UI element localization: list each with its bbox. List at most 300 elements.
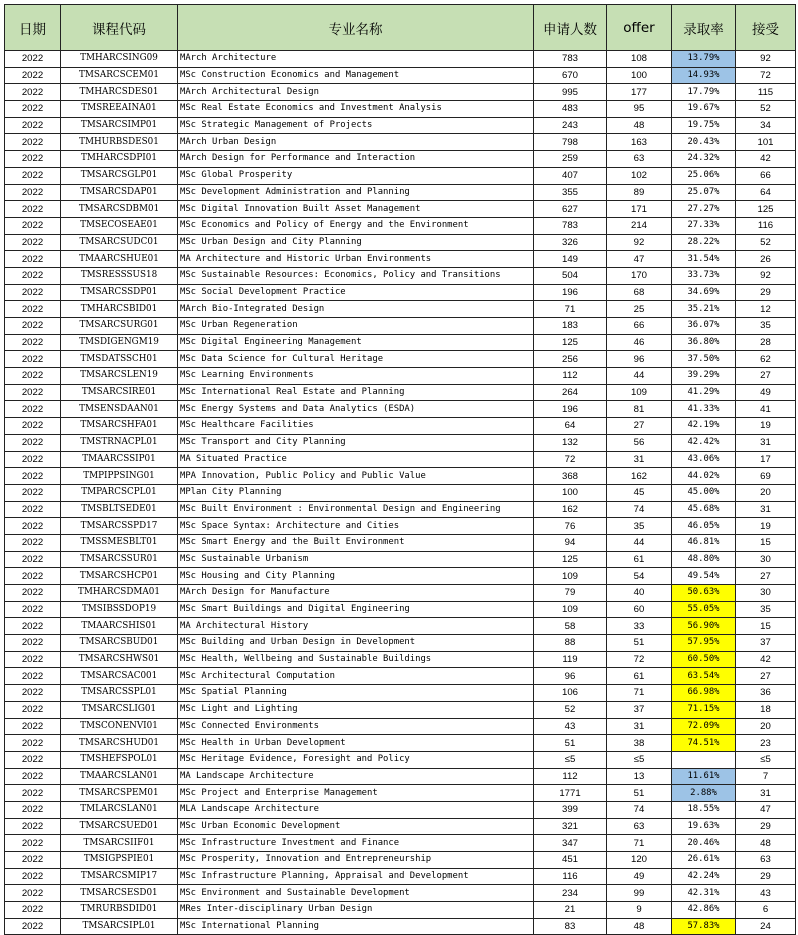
cell-applicants[interactable]: 100: [534, 484, 607, 501]
cell-program-name[interactable]: MPlan City Planning: [178, 484, 534, 501]
cell-course-code[interactable]: TMPARCSCPL01: [61, 484, 178, 501]
cell-date[interactable]: 2022: [5, 418, 61, 435]
cell-offers[interactable]: 68: [607, 284, 672, 301]
cell-course-code[interactable]: TMSARCSSPD17: [61, 518, 178, 535]
cell-applicants[interactable]: 670: [534, 67, 607, 84]
cell-date[interactable]: 2022: [5, 635, 61, 652]
cell-course-code[interactable]: TMSARCSSDP01: [61, 284, 178, 301]
cell-offers[interactable]: 40: [607, 585, 672, 602]
cell-acceptance-rate[interactable]: 34.69%: [672, 284, 736, 301]
cell-program-name[interactable]: MSc Space Syntax: Architecture and Cities: [178, 518, 534, 535]
cell-acceptance-rate[interactable]: 49.54%: [672, 568, 736, 585]
cell-accepted[interactable]: 27: [736, 668, 796, 685]
cell-date[interactable]: 2022: [5, 101, 61, 118]
cell-acceptance-rate[interactable]: 26.61%: [672, 852, 736, 869]
cell-accepted[interactable]: 31: [736, 434, 796, 451]
cell-course-code[interactable]: TMSARCSSPL01: [61, 685, 178, 702]
cell-acceptance-rate[interactable]: 43.06%: [672, 451, 736, 468]
cell-course-code[interactable]: TMSARCSBUD01: [61, 635, 178, 652]
cell-offers[interactable]: 31: [607, 718, 672, 735]
cell-applicants[interactable]: 326: [534, 234, 607, 251]
cell-applicants[interactable]: 368: [534, 468, 607, 485]
cell-acceptance-rate[interactable]: 24.32%: [672, 151, 736, 168]
cell-program-name[interactable]: MSc Development Administration and Planning: [178, 184, 534, 201]
cell-program-name[interactable]: MSc Spatial Planning: [178, 685, 534, 702]
cell-program-name[interactable]: MSc Health, Wellbeing and Sustainable Buildings: [178, 651, 534, 668]
cell-accepted[interactable]: 52: [736, 234, 796, 251]
cell-acceptance-rate[interactable]: 11.61%: [672, 768, 736, 785]
cell-applicants[interactable]: 109: [534, 568, 607, 585]
cell-offers[interactable]: 109: [607, 384, 672, 401]
cell-accepted[interactable]: 36: [736, 685, 796, 702]
cell-accepted[interactable]: 20: [736, 718, 796, 735]
header-date[interactable]: 日期: [5, 5, 61, 51]
cell-course-code[interactable]: TMSARCSSUR01: [61, 551, 178, 568]
header-applicants[interactable]: 申请人数: [534, 5, 607, 51]
cell-program-name[interactable]: MA Situated Practice: [178, 451, 534, 468]
cell-program-name[interactable]: MSc Urban Design and City Planning: [178, 234, 534, 251]
cell-course-code[interactable]: TMSARCSHWS01: [61, 651, 178, 668]
cell-program-name[interactable]: MSc International Real Estate and Planning: [178, 384, 534, 401]
cell-acceptance-rate[interactable]: 18.55%: [672, 801, 736, 818]
cell-accepted[interactable]: 20: [736, 484, 796, 501]
cell-accepted[interactable]: 48: [736, 835, 796, 852]
cell-applicants[interactable]: 64: [534, 418, 607, 435]
cell-accepted[interactable]: 43: [736, 885, 796, 902]
cell-acceptance-rate[interactable]: 66.98%: [672, 685, 736, 702]
cell-program-name[interactable]: MA Architectural History: [178, 618, 534, 635]
cell-program-name[interactable]: MSc Data Science for Cultural Heritage: [178, 351, 534, 368]
cell-course-code[interactable]: TMSIBSSDOP19: [61, 601, 178, 618]
cell-accepted[interactable]: 28: [736, 334, 796, 351]
cell-offers[interactable]: 74: [607, 501, 672, 518]
cell-offers[interactable]: 95: [607, 101, 672, 118]
cell-offers[interactable]: 162: [607, 468, 672, 485]
cell-offers[interactable]: 89: [607, 184, 672, 201]
cell-course-code[interactable]: TMAARCSLAN01: [61, 768, 178, 785]
cell-applicants[interactable]: 88: [534, 635, 607, 652]
cell-offers[interactable]: 25: [607, 301, 672, 318]
cell-applicants[interactable]: 112: [534, 368, 607, 385]
cell-date[interactable]: 2022: [5, 201, 61, 218]
cell-date[interactable]: 2022: [5, 267, 61, 284]
cell-course-code[interactable]: TMHARCSDES01: [61, 84, 178, 101]
cell-program-name[interactable]: MSc Building and Urban Design in Development: [178, 635, 534, 652]
cell-offers[interactable]: 51: [607, 785, 672, 802]
cell-offers[interactable]: 47: [607, 251, 672, 268]
cell-acceptance-rate[interactable]: 14.93%: [672, 67, 736, 84]
cell-accepted[interactable]: 12: [736, 301, 796, 318]
cell-program-name[interactable]: MArch Architecture: [178, 51, 534, 68]
cell-offers[interactable]: 31: [607, 451, 672, 468]
cell-offers[interactable]: 163: [607, 134, 672, 151]
cell-program-name[interactable]: MA Landscape Architecture: [178, 768, 534, 785]
cell-course-code[interactable]: TMSDIGENGM19: [61, 334, 178, 351]
cell-acceptance-rate[interactable]: 42.24%: [672, 868, 736, 885]
cell-program-name[interactable]: MSc Construction Economics and Management: [178, 67, 534, 84]
cell-applicants[interactable]: 256: [534, 351, 607, 368]
cell-date[interactable]: 2022: [5, 451, 61, 468]
cell-course-code[interactable]: TMSIGPSPIE01: [61, 852, 178, 869]
cell-program-name[interactable]: MSc Global Prosperity: [178, 167, 534, 184]
cell-course-code[interactable]: TMHARCSDPI01: [61, 151, 178, 168]
cell-acceptance-rate[interactable]: 55.05%: [672, 601, 736, 618]
cell-offers[interactable]: 63: [607, 818, 672, 835]
cell-accepted[interactable]: 116: [736, 217, 796, 234]
cell-acceptance-rate[interactable]: 13.79%: [672, 51, 736, 68]
cell-accepted[interactable]: 49: [736, 384, 796, 401]
cell-program-name[interactable]: MPA Innovation, Public Policy and Public Value: [178, 468, 534, 485]
cell-accepted[interactable]: 35: [736, 601, 796, 618]
cell-acceptance-rate[interactable]: 46.81%: [672, 534, 736, 551]
cell-accepted[interactable]: 92: [736, 267, 796, 284]
cell-date[interactable]: 2022: [5, 585, 61, 602]
cell-date[interactable]: 2022: [5, 568, 61, 585]
cell-course-code[interactable]: TMSARCSPEM01: [61, 785, 178, 802]
cell-program-name[interactable]: MSc Built Environment : Environmental Design and Engineering: [178, 501, 534, 518]
cell-accepted[interactable]: 18: [736, 701, 796, 718]
cell-date[interactable]: 2022: [5, 801, 61, 818]
cell-applicants[interactable]: 234: [534, 885, 607, 902]
cell-applicants[interactable]: 125: [534, 334, 607, 351]
cell-accepted[interactable]: 37: [736, 635, 796, 652]
cell-date[interactable]: 2022: [5, 718, 61, 735]
cell-accepted[interactable]: 42: [736, 651, 796, 668]
cell-offers[interactable]: 102: [607, 167, 672, 184]
cell-date[interactable]: 2022: [5, 301, 61, 318]
cell-program-name[interactable]: MSc Energy Systems and Data Analytics (ESDA): [178, 401, 534, 418]
cell-applicants[interactable]: 71: [534, 301, 607, 318]
cell-course-code[interactable]: TMSARCSLIG01: [61, 701, 178, 718]
cell-course-code[interactable]: TMSCONENVI01: [61, 718, 178, 735]
cell-acceptance-rate[interactable]: 45.68%: [672, 501, 736, 518]
cell-course-code[interactable]: TMSARCSHFA01: [61, 418, 178, 435]
cell-program-name[interactable]: MSc Digital Engineering Management: [178, 334, 534, 351]
cell-offers[interactable]: 35: [607, 518, 672, 535]
cell-accepted[interactable]: 30: [736, 551, 796, 568]
cell-applicants[interactable]: 21: [534, 902, 607, 919]
cell-date[interactable]: 2022: [5, 334, 61, 351]
cell-acceptance-rate[interactable]: 35.21%: [672, 301, 736, 318]
cell-course-code[interactable]: TMSARCSGLP01: [61, 167, 178, 184]
cell-date[interactable]: 2022: [5, 818, 61, 835]
cell-offers[interactable]: 9: [607, 902, 672, 919]
cell-date[interactable]: 2022: [5, 67, 61, 84]
cell-date[interactable]: 2022: [5, 835, 61, 852]
cell-program-name[interactable]: MRes Inter-disciplinary Urban Design: [178, 902, 534, 919]
cell-acceptance-rate[interactable]: 17.79%: [672, 84, 736, 101]
cell-accepted[interactable]: 101: [736, 134, 796, 151]
cell-course-code[interactable]: TMSARCSURG01: [61, 318, 178, 335]
cell-acceptance-rate[interactable]: 42.42%: [672, 434, 736, 451]
cell-date[interactable]: 2022: [5, 885, 61, 902]
cell-applicants[interactable]: 106: [534, 685, 607, 702]
cell-program-name[interactable]: MSc Connected Environments: [178, 718, 534, 735]
cell-acceptance-rate[interactable]: 20.46%: [672, 835, 736, 852]
cell-program-name[interactable]: MSc Infrastructure Investment and Finance: [178, 835, 534, 852]
header-offers[interactable]: offer: [607, 5, 672, 51]
cell-acceptance-rate[interactable]: [672, 751, 736, 768]
cell-acceptance-rate[interactable]: 74.51%: [672, 735, 736, 752]
cell-accepted[interactable]: 15: [736, 618, 796, 635]
cell-accepted[interactable]: 31: [736, 501, 796, 518]
cell-accepted[interactable]: 24: [736, 918, 796, 935]
cell-program-name[interactable]: MArch Design for Performance and Interaction: [178, 151, 534, 168]
cell-accepted[interactable]: ≤5: [736, 751, 796, 768]
cell-accepted[interactable]: 34: [736, 117, 796, 134]
cell-applicants[interactable]: 162: [534, 501, 607, 518]
cell-offers[interactable]: 108: [607, 51, 672, 68]
cell-offers[interactable]: 56: [607, 434, 672, 451]
cell-course-code[interactable]: TMSARCSHCP01: [61, 568, 178, 585]
cell-applicants[interactable]: 483: [534, 101, 607, 118]
cell-course-code[interactable]: TMSARCSLEN19: [61, 368, 178, 385]
cell-date[interactable]: 2022: [5, 284, 61, 301]
cell-applicants[interactable]: 149: [534, 251, 607, 268]
cell-offers[interactable]: 46: [607, 334, 672, 351]
cell-date[interactable]: 2022: [5, 751, 61, 768]
cell-applicants[interactable]: 355: [534, 184, 607, 201]
cell-accepted[interactable]: 19: [736, 418, 796, 435]
cell-program-name[interactable]: MSc Heritage Evidence, Foresight and Policy: [178, 751, 534, 768]
cell-acceptance-rate[interactable]: 19.63%: [672, 818, 736, 835]
cell-course-code[interactable]: TMPIPPSING01: [61, 468, 178, 485]
cell-course-code[interactable]: TMAARCSHIS01: [61, 618, 178, 635]
cell-program-name[interactable]: MSc Smart Buildings and Digital Engineering: [178, 601, 534, 618]
cell-program-name[interactable]: MSc Urban Economic Development: [178, 818, 534, 835]
cell-course-code[interactable]: TMAARCSSIP01: [61, 451, 178, 468]
cell-program-name[interactable]: MLA Landscape Architecture: [178, 801, 534, 818]
cell-course-code[interactable]: TMSECOSEAE01: [61, 217, 178, 234]
cell-course-code[interactable]: TMSARCSMIP17: [61, 868, 178, 885]
cell-program-name[interactable]: MSc Project and Enterprise Management: [178, 785, 534, 802]
cell-course-code[interactable]: TMHURBSDES01: [61, 134, 178, 151]
cell-applicants[interactable]: 119: [534, 651, 607, 668]
cell-offers[interactable]: 99: [607, 885, 672, 902]
header-accepted[interactable]: 接受: [736, 5, 796, 51]
cell-acceptance-rate[interactable]: 41.29%: [672, 384, 736, 401]
cell-date[interactable]: 2022: [5, 518, 61, 535]
cell-applicants[interactable]: 96: [534, 668, 607, 685]
cell-program-name[interactable]: MArch Design for Manufacture: [178, 585, 534, 602]
cell-applicants[interactable]: 995: [534, 84, 607, 101]
cell-program-name[interactable]: MSc Economics and Policy of Energy and the Environment: [178, 217, 534, 234]
cell-offers[interactable]: 37: [607, 701, 672, 718]
cell-course-code[interactable]: TMSARCSESD01: [61, 885, 178, 902]
cell-acceptance-rate[interactable]: 45.00%: [672, 484, 736, 501]
cell-course-code[interactable]: TMSARCSHUD01: [61, 735, 178, 752]
cell-program-name[interactable]: MArch Bio-Integrated Design: [178, 301, 534, 318]
cell-course-code[interactable]: TMSARCSUDC01: [61, 234, 178, 251]
cell-program-name[interactable]: MSc Environment and Sustainable Development: [178, 885, 534, 902]
cell-program-name[interactable]: MSc Housing and City Planning: [178, 568, 534, 585]
cell-offers[interactable]: 48: [607, 117, 672, 134]
cell-program-name[interactable]: MSc Transport and City Planning: [178, 434, 534, 451]
cell-applicants[interactable]: 83: [534, 918, 607, 935]
cell-offers[interactable]: 48: [607, 918, 672, 935]
cell-program-name[interactable]: MSc Digital Innovation Built Asset Management: [178, 201, 534, 218]
cell-course-code[interactable]: TMSRESSSUS18: [61, 267, 178, 284]
cell-acceptance-rate[interactable]: 19.67%: [672, 101, 736, 118]
cell-date[interactable]: 2022: [5, 902, 61, 919]
cell-date[interactable]: 2022: [5, 501, 61, 518]
cell-date[interactable]: 2022: [5, 251, 61, 268]
cell-applicants[interactable]: 196: [534, 284, 607, 301]
cell-accepted[interactable]: 29: [736, 284, 796, 301]
cell-acceptance-rate[interactable]: 46.05%: [672, 518, 736, 535]
cell-program-name[interactable]: MSc Infrastructure Planning, Appraisal and Development: [178, 868, 534, 885]
cell-offers[interactable]: 72: [607, 651, 672, 668]
cell-offers[interactable]: 27: [607, 418, 672, 435]
cell-acceptance-rate[interactable]: 31.54%: [672, 251, 736, 268]
cell-applicants[interactable]: 94: [534, 534, 607, 551]
cell-program-name[interactable]: MSc Light and Lighting: [178, 701, 534, 718]
cell-acceptance-rate[interactable]: 25.06%: [672, 167, 736, 184]
cell-accepted[interactable]: 26: [736, 251, 796, 268]
cell-accepted[interactable]: 19: [736, 518, 796, 535]
cell-applicants[interactable]: 132: [534, 434, 607, 451]
cell-date[interactable]: 2022: [5, 167, 61, 184]
cell-acceptance-rate[interactable]: 20.43%: [672, 134, 736, 151]
cell-course-code[interactable]: TMSSMESBLT01: [61, 534, 178, 551]
cell-date[interactable]: 2022: [5, 51, 61, 68]
cell-accepted[interactable]: 42: [736, 151, 796, 168]
cell-course-code[interactable]: TMSARCSIIF01: [61, 835, 178, 852]
cell-course-code[interactable]: TMRURBSDID01: [61, 902, 178, 919]
cell-program-name[interactable]: MArch Architectural Design: [178, 84, 534, 101]
cell-program-name[interactable]: MSc Real Estate Economics and Investment Analysis: [178, 101, 534, 118]
cell-accepted[interactable]: 23: [736, 735, 796, 752]
cell-course-code[interactable]: TMSDATSSCH01: [61, 351, 178, 368]
cell-acceptance-rate[interactable]: 44.02%: [672, 468, 736, 485]
cell-offers[interactable]: 38: [607, 735, 672, 752]
cell-program-name[interactable]: MSc Learning Environments: [178, 368, 534, 385]
cell-offers[interactable]: 61: [607, 551, 672, 568]
cell-offers[interactable]: 45: [607, 484, 672, 501]
cell-accepted[interactable]: 52: [736, 101, 796, 118]
cell-offers[interactable]: 63: [607, 151, 672, 168]
cell-applicants[interactable]: 51: [534, 735, 607, 752]
cell-program-name[interactable]: MSc Health in Urban Development: [178, 735, 534, 752]
cell-offers[interactable]: 177: [607, 84, 672, 101]
cell-date[interactable]: 2022: [5, 217, 61, 234]
cell-acceptance-rate[interactable]: 57.83%: [672, 918, 736, 935]
cell-accepted[interactable]: 115: [736, 84, 796, 101]
cell-applicants[interactable]: 243: [534, 117, 607, 134]
cell-date[interactable]: 2022: [5, 368, 61, 385]
cell-acceptance-rate[interactable]: 39.29%: [672, 368, 736, 385]
cell-applicants[interactable]: 72: [534, 451, 607, 468]
cell-offers[interactable]: ≤5: [607, 751, 672, 768]
cell-course-code[interactable]: TMSBLTSEDE01: [61, 501, 178, 518]
cell-date[interactable]: 2022: [5, 134, 61, 151]
cell-acceptance-rate[interactable]: 42.86%: [672, 902, 736, 919]
cell-date[interactable]: 2022: [5, 668, 61, 685]
cell-applicants[interactable]: 183: [534, 318, 607, 335]
cell-course-code[interactable]: TMSARCSIPL01: [61, 918, 178, 935]
cell-accepted[interactable]: 125: [736, 201, 796, 218]
cell-applicants[interactable]: 76: [534, 518, 607, 535]
cell-program-name[interactable]: MSc Healthcare Facilities: [178, 418, 534, 435]
cell-acceptance-rate[interactable]: 27.27%: [672, 201, 736, 218]
cell-offers[interactable]: 33: [607, 618, 672, 635]
cell-course-code[interactable]: TMSARCSIRE01: [61, 384, 178, 401]
cell-acceptance-rate[interactable]: 36.80%: [672, 334, 736, 351]
cell-offers[interactable]: 44: [607, 368, 672, 385]
cell-acceptance-rate[interactable]: 56.90%: [672, 618, 736, 635]
cell-offers[interactable]: 71: [607, 685, 672, 702]
cell-date[interactable]: 2022: [5, 701, 61, 718]
cell-applicants[interactable]: 52: [534, 701, 607, 718]
cell-date[interactable]: 2022: [5, 151, 61, 168]
cell-applicants[interactable]: 1771: [534, 785, 607, 802]
cell-program-name[interactable]: MSc Urban Regeneration: [178, 318, 534, 335]
cell-acceptance-rate[interactable]: 71.15%: [672, 701, 736, 718]
cell-accepted[interactable]: 35: [736, 318, 796, 335]
cell-offers[interactable]: 49: [607, 868, 672, 885]
cell-accepted[interactable]: 64: [736, 184, 796, 201]
cell-program-name[interactable]: MSc Prosperity, Innovation and Entrepreneurship: [178, 852, 534, 869]
cell-date[interactable]: 2022: [5, 852, 61, 869]
cell-applicants[interactable]: 451: [534, 852, 607, 869]
cell-course-code[interactable]: TMSENSDAAN01: [61, 401, 178, 418]
cell-course-code[interactable]: TMLARCSLAN01: [61, 801, 178, 818]
cell-course-code[interactable]: TMSHEFSPOL01: [61, 751, 178, 768]
cell-applicants[interactable]: 407: [534, 167, 607, 184]
cell-accepted[interactable]: 31: [736, 785, 796, 802]
cell-acceptance-rate[interactable]: 19.75%: [672, 117, 736, 134]
cell-applicants[interactable]: 112: [534, 768, 607, 785]
cell-offers[interactable]: 81: [607, 401, 672, 418]
cell-applicants[interactable]: 196: [534, 401, 607, 418]
cell-acceptance-rate[interactable]: 42.31%: [672, 885, 736, 902]
cell-acceptance-rate[interactable]: 63.54%: [672, 668, 736, 685]
cell-applicants[interactable]: 79: [534, 585, 607, 602]
cell-accepted[interactable]: 29: [736, 868, 796, 885]
cell-offers[interactable]: 171: [607, 201, 672, 218]
cell-course-code[interactable]: TMAARCSHUE01: [61, 251, 178, 268]
cell-acceptance-rate[interactable]: 28.22%: [672, 234, 736, 251]
cell-date[interactable]: 2022: [5, 735, 61, 752]
cell-offers[interactable]: 214: [607, 217, 672, 234]
cell-applicants[interactable]: 116: [534, 868, 607, 885]
cell-program-name[interactable]: MA Architecture and Historic Urban Environments: [178, 251, 534, 268]
cell-applicants[interactable]: 798: [534, 134, 607, 151]
cell-offers[interactable]: 71: [607, 835, 672, 852]
cell-offers[interactable]: 120: [607, 852, 672, 869]
cell-offers[interactable]: 92: [607, 234, 672, 251]
cell-acceptance-rate[interactable]: 57.95%: [672, 635, 736, 652]
cell-accepted[interactable]: 66: [736, 167, 796, 184]
cell-accepted[interactable]: 72: [736, 67, 796, 84]
cell-course-code[interactable]: TMSARCSCEM01: [61, 67, 178, 84]
cell-applicants[interactable]: 783: [534, 217, 607, 234]
cell-acceptance-rate[interactable]: 36.07%: [672, 318, 736, 335]
cell-date[interactable]: 2022: [5, 468, 61, 485]
cell-applicants[interactable]: 109: [534, 601, 607, 618]
cell-offers[interactable]: 66: [607, 318, 672, 335]
cell-course-code[interactable]: TMSARCSIMP01: [61, 117, 178, 134]
cell-course-code[interactable]: TMSTRNACPL01: [61, 434, 178, 451]
cell-acceptance-rate[interactable]: 50.63%: [672, 585, 736, 602]
cell-accepted[interactable]: 63: [736, 852, 796, 869]
cell-acceptance-rate[interactable]: 48.80%: [672, 551, 736, 568]
cell-date[interactable]: 2022: [5, 117, 61, 134]
cell-applicants[interactable]: 43: [534, 718, 607, 735]
cell-date[interactable]: 2022: [5, 918, 61, 935]
cell-applicants[interactable]: 264: [534, 384, 607, 401]
cell-course-code[interactable]: TMHARCSBID01: [61, 301, 178, 318]
